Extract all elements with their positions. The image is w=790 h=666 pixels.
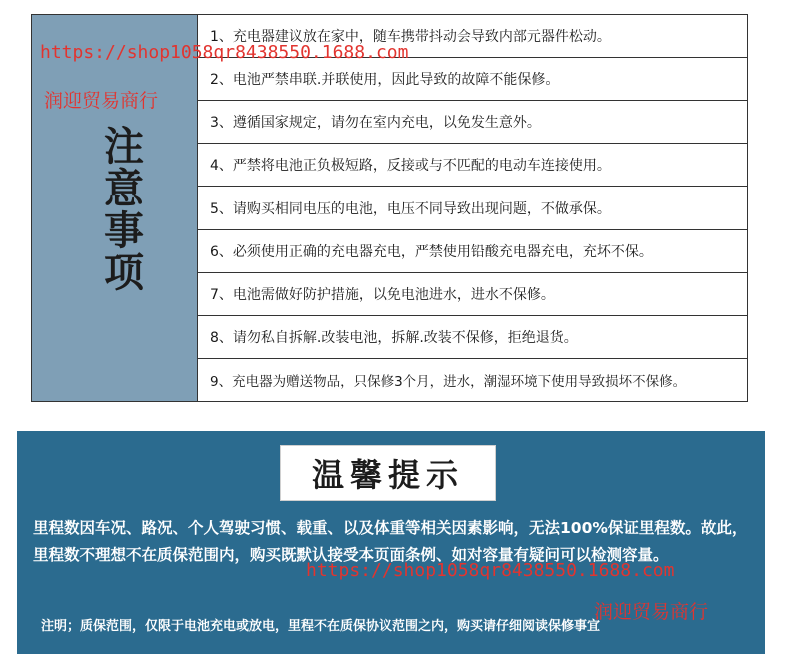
notice-list: [198, 15, 747, 401]
notice-item: 9、充电器为赠送物品，只保修3个月，进水，潮湿环境下使用导致损坏不保修。: [210, 374, 687, 390]
notice-item: 6、必须使用正确的充电器充电，严禁使用铅酸充电器充电，充坏不保。: [198, 230, 747, 273]
notice-item: 1、充电器建议放在家中，随车携带抖动会导致内部元器件松动。: [198, 15, 747, 58]
watermark-shop: 润迎贸易商行: [44, 90, 159, 112]
watermark-shop: 润迎贸易商行: [594, 601, 709, 623]
notice-item: 8、请勿私自拆解.改装电池，拆解.改装不保修，拒绝退货。: [198, 316, 747, 359]
watermark-url: https://shop1058qr8438550.1688.com: [40, 42, 409, 63]
notice-item: 3、遵循国家规定，请勿在室内充电，以免发生意外。: [198, 101, 747, 144]
notice-sidebar: [32, 15, 198, 401]
notice-item: 7、电池需做好防护措施，以免电池进水，进水不保修。: [198, 273, 747, 316]
notice-table: [31, 14, 748, 402]
tips-title: 温馨提示: [280, 445, 496, 501]
notice-item: 4、严禁将电池正负极短路，反接或与不匹配的电动车连接使用。: [198, 144, 747, 187]
watermark-url: https://shop1058qr8438550.1688.com: [306, 560, 675, 581]
notice-title: 注意事项: [97, 125, 144, 293]
tips-body: 里程数因车况、路况、个人驾驶习惯、载重、以及体重等相关因素影响，无法100%保证里程数。故此，里程数不理想不在质保范围内，购买既默认接受本页面条例、如对容量有疑问可以检测容量。: [33, 519, 748, 564]
notice-item: 5、请购买相同电压的电池，电压不同导致出现问题，不做承保。: [198, 187, 747, 230]
notice-item: 2、电池严禁串联.并联使用，因此导致的故障不能保修。: [198, 58, 747, 101]
tips-note: 注明；质保范围，仅限于电池充电或放电，里程不在质保协议范围之内，购买请仔细阅读保修事宜: [41, 619, 601, 634]
tips-panel: [17, 431, 765, 654]
